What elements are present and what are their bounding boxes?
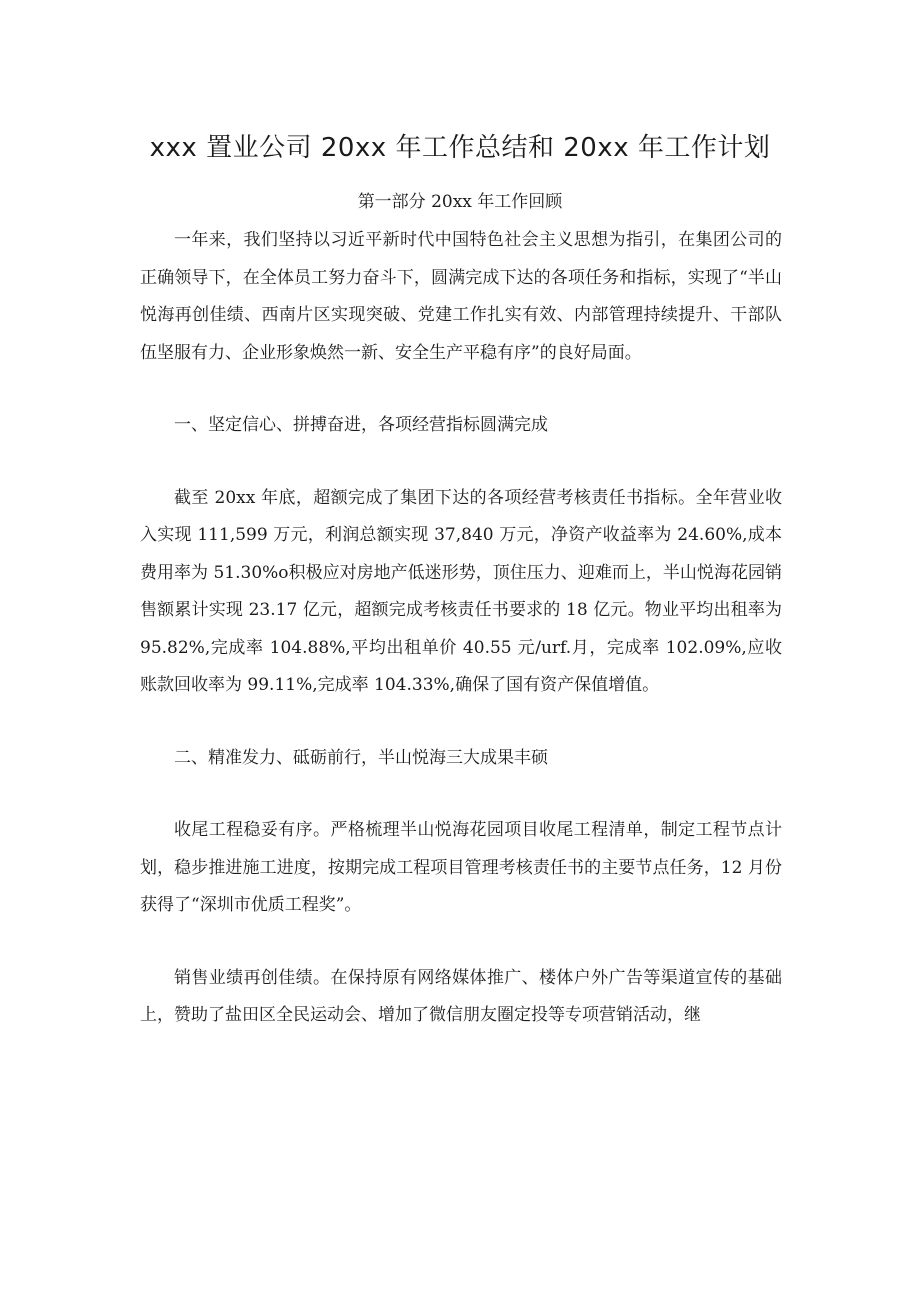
body-paragraph-engineering: 收尾工程稳妥有序。严格梳理半山悦海花园项目收尾工程清单，制定工程节点计划，稳步推进施工进度，按期完成工程项目管理考核责任书的主要节点任务，12 月份获得了“深圳市优质工程奖”。 [140, 820, 782, 915]
document-body [140, 222, 782, 1070]
body-paragraph-indicators: 截至 20xx 年底，超额完成了集团下达的各项经营考核责任书指标。全年营业收入实现 111,599 万元，利润总额实现 37,840 万元，净资产收益率为 24.60%,成本费用率为 51.30%o积极应对房地产低迷形势，顶住压力、迎难而上，半山悦海花园销售额累计实现 23.17 亿元，超额完成考核责任书要求的 18 亿元。物业平均出租率为 95.82%,完成率 104.88%,平均出租单价 40.55 元/urf.月，完成率 102.09%,应收账款回收率为 99.11%,完成率 104.33%,确保了国有资产保值增值。 [140, 487, 782, 695]
document-title: xxx 置业公司 20xx 年工作总结和 20xx 年工作计划 [149, 133, 771, 163]
body-paragraph-sales: 销售业绩再创佳绩。在保持原有网络媒体推广、楼体户外广告等渠道宣传的基础上，赞助了盐田区全民运动会、增加了微信朋友圈定投等专项营销活动，继 [140, 967, 782, 1025]
section-heading-2: 二、精准发力、砥砺前行，半山悦海三大成果丰硕 [174, 747, 548, 768]
body-paragraph-intro: 一年来，我们坚持以习近平新时代中国特色社会主义思想为指引，在集团公司的正确领导下，在全体员工努力奋斗下，圆满完成下达的各项任务和指标，实现了“半山悦海再创佳绩、西南片区实现突破、党建工作扎实有效、内部管理持续提升、干部队伍坚服有力、企业形象焕然一新、安全生产平稳有序”的良好局面。 [140, 230, 782, 363]
section-subtitle: 第一部分 20xx 年工作回顾 [357, 192, 563, 212]
section-heading-1: 一、坚定信心、拼搏奋进，各项经营指标圆满完成 [174, 415, 548, 435]
